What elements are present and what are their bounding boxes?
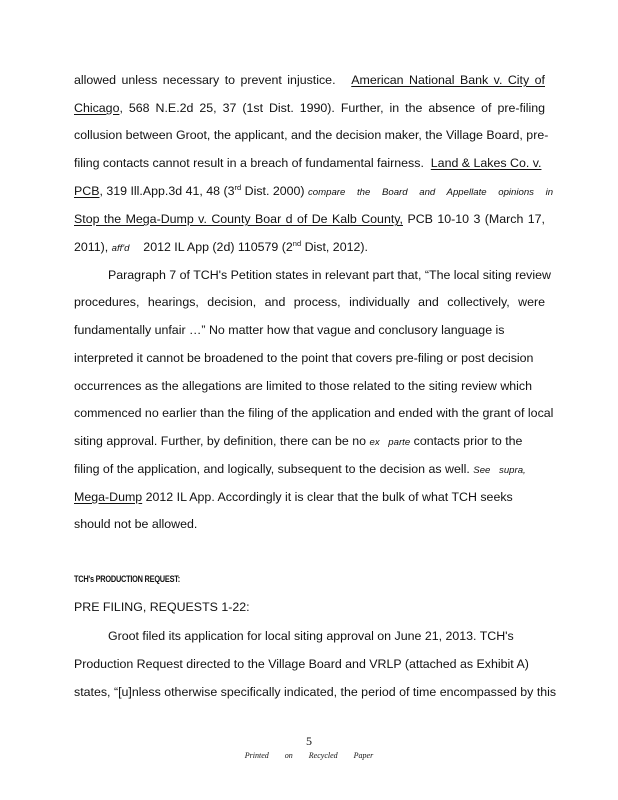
superscript: nd [292, 239, 302, 248]
body-line-8 [74, 267, 551, 283]
text-segment: commenced no earlier than the filing of the application and ended with the grant of local [74, 406, 554, 420]
body-line-1 [74, 72, 545, 88]
body-line-7 [74, 239, 545, 257]
superscript: rd [234, 183, 242, 192]
text-segment: filing contacts cannot result in a breach of fundamental fairness. [74, 156, 424, 170]
text-segment: occurrences as the allegations are limited to those related to the siting review which [74, 379, 533, 393]
case-citation: Stop the Mega-Dump v. County Boar d of De Kalb County, [74, 212, 403, 226]
section-heading: TCH's PRODUCTION REQUEST: [74, 574, 180, 584]
text-segment: collusion between Groot, the applicant, and the decision maker, the Village Board, pre- [74, 128, 549, 142]
text-segment: 2011), [74, 240, 109, 254]
subheading [74, 599, 545, 615]
ex-parte-italic: ex parte [369, 437, 411, 448]
text-segment: PCB 10-10 3 (March 17, [407, 212, 545, 226]
signal-italic: compare the Board and Appellate opinions in [307, 187, 554, 198]
body-line-3 [74, 127, 549, 143]
page-number: 5 [306, 734, 312, 748]
body-line-20 [74, 656, 545, 672]
case-citation: PCB [74, 184, 100, 198]
text-segment: , 319 Ill.App.3d 41, 48 (3 [99, 184, 235, 198]
body-line-9 [74, 294, 545, 310]
text-segment: allowed unless necessary to prevent injustice. [74, 73, 336, 87]
signal-italic: See supra, [473, 465, 526, 476]
text-segment: siting approval. Further, by definition, there can be no [74, 434, 367, 448]
recycled-paper-note: Printed on Recycled Paper [244, 751, 374, 760]
text-segment: states, “[u]nless otherwise specifically indicated, the period of time encompassed by this [74, 685, 557, 699]
body-line-13 [74, 405, 554, 421]
body-line-11 [74, 350, 545, 366]
body-line-12 [74, 378, 545, 394]
text-segment: Dist, 2012). [301, 240, 368, 254]
case-citation: Chicago [74, 101, 120, 115]
text-segment: should not be allowed. [74, 517, 198, 531]
text-segment: PRE FILING, REQUESTS 1-22: [74, 600, 250, 614]
text-segment: Paragraph 7 of TCH's Petition states in relevant part that, “The local siting review [108, 268, 551, 282]
body-line-16 [74, 489, 545, 505]
body-line-15 [74, 461, 545, 479]
signal-italic: aff'd [111, 243, 130, 254]
text-segment: interpreted it cannot be broadened to the point that covers pre-filing or post decision [74, 351, 534, 365]
text-segment: 2012 IL App (2d) 110579 (2 [143, 240, 293, 254]
text-segment: contacts prior to the [413, 434, 523, 448]
text-segment: , 568 N.E.2d 25, 37 (1st Dist. 1990). Further, in the absence of pre-filing [119, 101, 545, 115]
body-line-21 [74, 684, 557, 700]
text-segment: Groot filed its application for local siting approval on June 21, 2013. TCH's [108, 629, 514, 643]
text-segment: fundamentally unfair …” No matter how that vague and conclusory language is [74, 323, 505, 337]
body-line-10 [74, 322, 545, 338]
body-line-4 [74, 155, 545, 171]
text-segment: Production Request directed to the Village Board and VRLP (attached as Exhibit A) [74, 657, 529, 671]
body-line-19 [74, 628, 545, 644]
text-segment: filing of the application, and logically, subsequent to the decision as well. [74, 462, 470, 476]
text-segment: 2012 IL App. Accordingly it is clear that the bulk of what TCH seeks [142, 490, 513, 504]
body-line-6 [74, 211, 545, 227]
case-citation: Mega-Dump [74, 490, 143, 504]
text-segment: procedures, hearings, decision, and process, individually and collectively, were [74, 295, 545, 309]
body-line-17 [74, 516, 545, 532]
case-citation: American National Bank v. City of [351, 73, 545, 87]
case-citation: Land & Lakes Co. v. [430, 156, 542, 170]
text-segment: Dist. 2000) [241, 184, 305, 198]
body-line-5 [74, 183, 554, 201]
body-line-14 [74, 433, 545, 451]
body-line-2 [74, 100, 545, 116]
